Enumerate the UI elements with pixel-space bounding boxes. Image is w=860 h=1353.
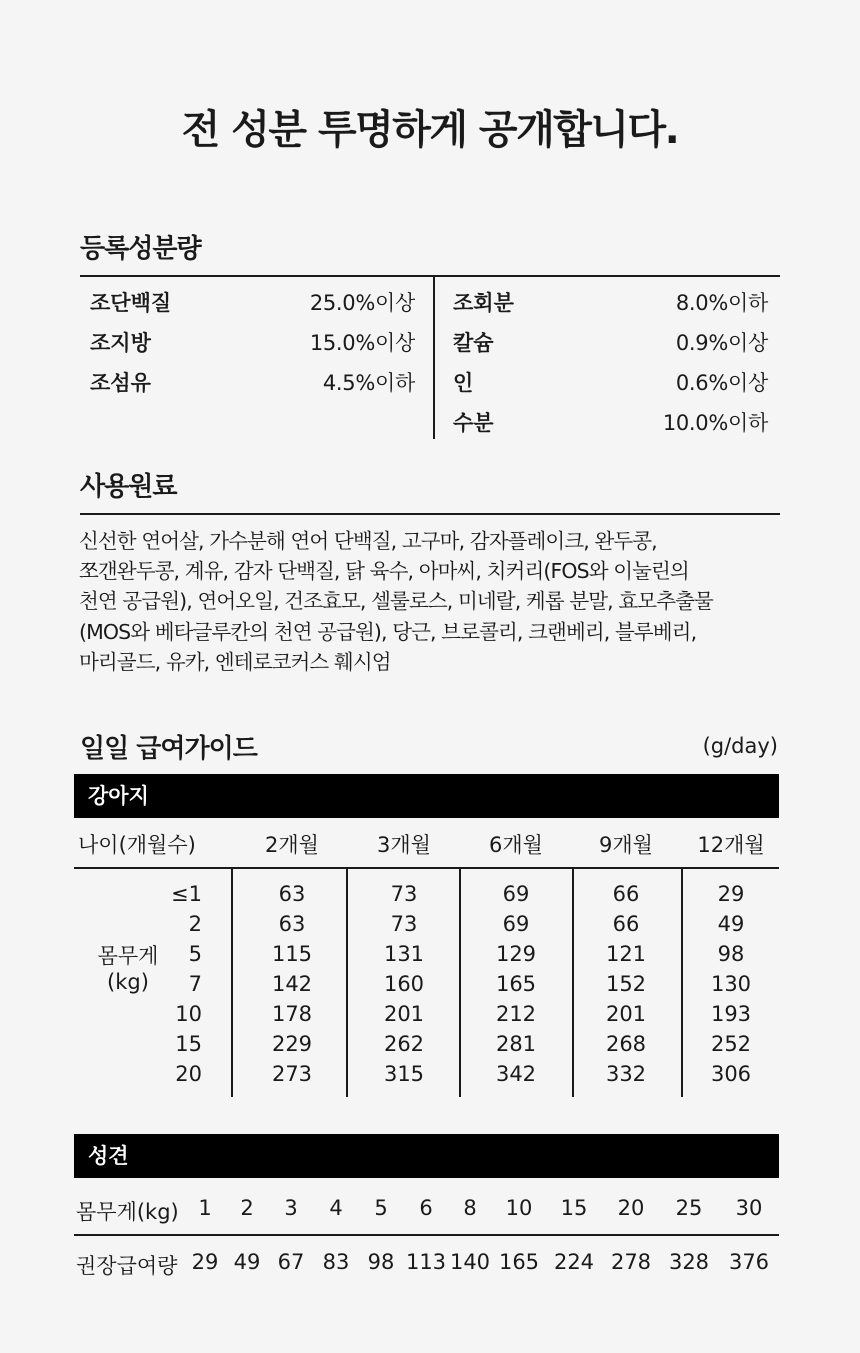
- feeding-amount-cell: 281: [495, 1032, 537, 1056]
- feeding-amount-cell: 252: [710, 1032, 752, 1056]
- nutrient-value: 10.0%이하: [662, 411, 768, 435]
- feeding-amount-cell: 69: [502, 882, 530, 906]
- adult-weight-cell: 5: [374, 1196, 388, 1220]
- table-column-divider: [231, 869, 233, 1097]
- feeding-amount-cell: 229: [271, 1032, 313, 1056]
- feeding-amount-cell: 63: [278, 882, 306, 906]
- nutrient-name: 칼슘: [453, 331, 494, 355]
- nutrient-name: 조단백질: [90, 291, 172, 315]
- registration-row: [90, 368, 415, 398]
- weight-value: 2: [188, 912, 202, 936]
- age-header-cell: 12개월: [697, 833, 765, 857]
- ingredients-heading: 사용원료: [80, 472, 177, 502]
- feeding-amount-cell: 178: [271, 1002, 313, 1026]
- feeding-amount-cell: 73: [390, 882, 418, 906]
- feeding-amount-cell: 165: [495, 972, 537, 996]
- nutrient-value: 8.0%이하: [675, 291, 768, 315]
- nutrient-name: 조섬유: [90, 371, 151, 395]
- feeding-amount-cell: 201: [383, 1002, 425, 1026]
- adult-amount-cell: 165: [498, 1250, 540, 1274]
- feeding-amount-cell: 342: [495, 1062, 537, 1086]
- age-header-cell: 2개월: [265, 833, 319, 857]
- feeding-unit-label: (g/day): [702, 734, 778, 758]
- nutrient-value: 15.0%이상: [309, 331, 415, 355]
- adult-amount-cell: 376: [728, 1250, 770, 1274]
- registration-row: [90, 288, 415, 318]
- age-header-cell: 3개월: [377, 833, 431, 857]
- feeding-amount-cell: 131: [383, 942, 425, 966]
- weight-value: 5: [188, 942, 202, 966]
- feeding-amount-cell: 273: [271, 1062, 313, 1086]
- ingredients-top-rule: [80, 513, 780, 515]
- registration-row: [453, 368, 768, 398]
- adult-amount-cell: 98: [367, 1250, 395, 1274]
- registration-heading: 등록성분량: [80, 234, 201, 264]
- adult-amount-cell: 140: [449, 1250, 491, 1274]
- nutrient-value: 0.9%이상: [675, 331, 768, 355]
- age-label: 나이(개월수): [78, 833, 196, 857]
- adult-weight-cell: 4: [329, 1196, 343, 1220]
- adult-weight-cell: 6: [419, 1196, 433, 1220]
- adult-table-rule: [74, 1234, 779, 1236]
- registration-top-rule: [80, 275, 780, 277]
- adult-amount-cell: 83: [322, 1250, 350, 1274]
- feeding-amount-cell: 129: [495, 942, 537, 966]
- registration-row: [90, 328, 415, 358]
- weight-value: 15: [175, 1032, 202, 1056]
- nutrient-name: 인: [453, 371, 474, 395]
- nutrient-value: 4.5%이하: [322, 371, 415, 395]
- adult-amount-cell: 113: [405, 1250, 447, 1274]
- feeding-amount-cell: 212: [495, 1002, 537, 1026]
- weight-value: 7: [188, 972, 202, 996]
- feeding-amount-cell: 66: [612, 912, 640, 936]
- adult-weight-cell: 2: [240, 1196, 254, 1220]
- nutrient-name: 조지방: [90, 331, 151, 355]
- feeding-amount-cell: 262: [383, 1032, 425, 1056]
- feeding-amount-cell: 142: [271, 972, 313, 996]
- feeding-amount-cell: 63: [278, 912, 306, 936]
- weight-value: 10: [175, 1002, 202, 1026]
- adult-weight-cell: 10: [505, 1196, 533, 1220]
- age-header-rule: [74, 867, 779, 869]
- adult-weight-cell: 8: [463, 1196, 477, 1220]
- feeding-amount-cell: 69: [502, 912, 530, 936]
- feeding-amount-cell: 66: [612, 882, 640, 906]
- page-title: 전 성분 투명하게 공개합니다.: [181, 107, 679, 153]
- adult-amount-cell: 278: [610, 1250, 652, 1274]
- adult-weight-cell: 1: [198, 1196, 212, 1220]
- age-header-cell: 6개월: [489, 833, 543, 857]
- adult-weight-label: 몸무게(kg): [76, 1200, 179, 1224]
- registration-row: [453, 408, 768, 438]
- feeding-amount-cell: 160: [383, 972, 425, 996]
- adult-weight-cell: 15: [560, 1196, 588, 1220]
- feeding-amount-cell: 268: [605, 1032, 647, 1056]
- feeding-amount-cell: 29: [717, 882, 745, 906]
- nutrient-value: 25.0%이상: [309, 291, 415, 315]
- adult-weight-cell: 25: [675, 1196, 703, 1220]
- feeding-amount-cell: 121: [605, 942, 647, 966]
- feeding-amount-cell: 49: [717, 912, 745, 936]
- age-header-cell: 9개월: [599, 833, 653, 857]
- weight-label: 몸무게: [97, 944, 159, 968]
- registration-column-divider: [433, 276, 435, 439]
- feeding-guide-heading: 일일 급여가이드: [80, 734, 257, 764]
- feeding-amount-cell: 152: [605, 972, 647, 996]
- registration-row: [453, 328, 768, 358]
- feeding-amount-cell: 98: [717, 942, 745, 966]
- feeding-amount-cell: 115: [271, 942, 313, 966]
- feeding-amount-cell: 315: [383, 1062, 425, 1086]
- puppy-section-bar: 강아지: [74, 774, 779, 818]
- nutrient-name: 조회분: [453, 291, 514, 315]
- adult-amount-label: 권장급여량: [76, 1254, 178, 1278]
- adult-amount-cell: 49: [233, 1250, 261, 1274]
- nutrient-name: 수분: [453, 411, 494, 435]
- feeding-amount-cell: 306: [710, 1062, 752, 1086]
- feeding-amount-cell: 130: [710, 972, 752, 996]
- adult-amount-cell: 328: [668, 1250, 710, 1274]
- weight-value: ≤1: [171, 882, 202, 906]
- adult-weight-cell: 3: [284, 1196, 298, 1220]
- feeding-amount-cell: 193: [710, 1002, 752, 1026]
- adult-amount-cell: 29: [191, 1250, 219, 1274]
- nutrient-value: 0.6%이상: [675, 371, 768, 395]
- ingredients-text: 신선한 연어살, 가수분해 연어 단백질, 고구마, 감자플레이크, 완두콩, 쪼갠완두콩, 계유, 감자 단백질, 닭 육수, 아마씨, 치커리(FOS와 이눌린의 천연 공급원), 연어오일, 건조효모, 셀룰로스, 미네랄, 케롭 분말, 효모추출물 (MOS와 베타글루칸의 천연 공급원), 당근, 브로콜리, 크랜베리, 블루베리, 마리골드, 유카, 엔테로코커스 훼시엄: [79, 529, 713, 674]
- weight-unit-label: (kg): [107, 970, 149, 994]
- adult-amount-cell: 224: [553, 1250, 595, 1274]
- weight-value: 20: [175, 1062, 202, 1086]
- adult-weight-cell: 20: [617, 1196, 645, 1220]
- adult-weight-cell: 30: [735, 1196, 763, 1220]
- feeding-amount-cell: 332: [605, 1062, 647, 1086]
- adult-section-bar: 성견: [74, 1134, 779, 1178]
- adult-amount-cell: 67: [277, 1250, 305, 1274]
- registration-row: [453, 288, 768, 318]
- feeding-amount-cell: 73: [390, 912, 418, 936]
- feeding-amount-cell: 201: [605, 1002, 647, 1026]
